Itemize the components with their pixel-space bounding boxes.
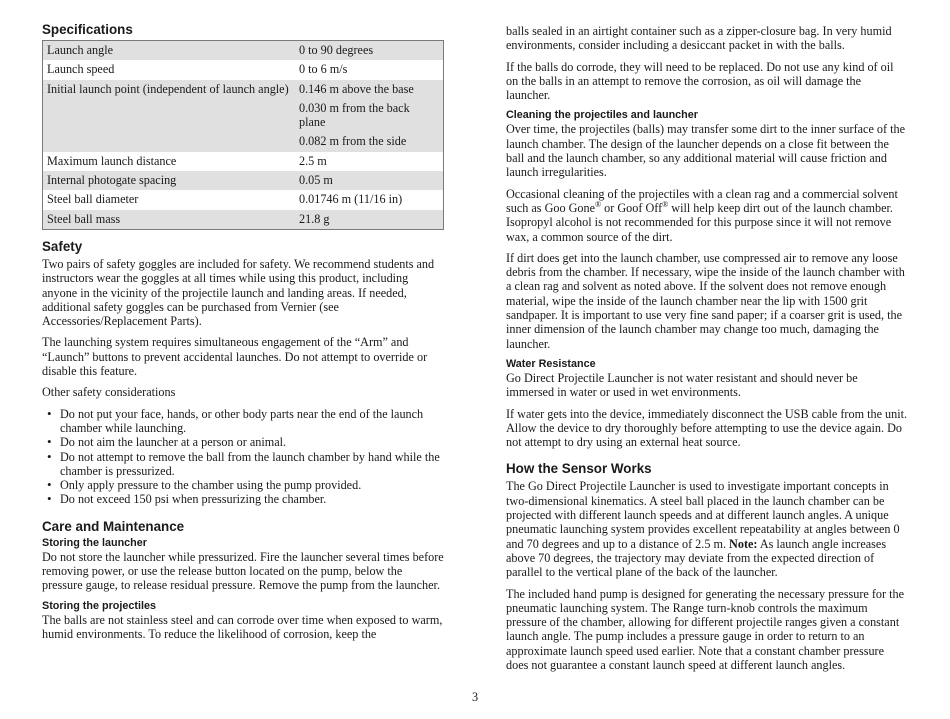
spec-label: Launch speed: [43, 60, 296, 79]
left-column: [42, 22, 444, 648]
table-row: [43, 210, 444, 230]
registered-mark: ®: [595, 199, 602, 209]
cleaning-paragraph: Over time, the projectiles (balls) may transfer some dirt to the inner surface of the launch chamber. The design of the launcher depends on a close fit between the ball and the launch chamber, so any additional material will cause friction and launch irregularities.: [506, 122, 905, 180]
spec-label: Internal photogate spacing: [43, 171, 296, 190]
specifications-table: [42, 40, 444, 230]
safety-paragraph: Other safety considerations: [42, 385, 176, 400]
spec-value: 0.05 m: [295, 171, 444, 190]
safety-paragraph: Two pairs of safety goggles are included for safety. We recommend students and instructors wear the goggles at all times while using this product, including anyone in the vicinity of the projectile launch and landing areas. If needed, additional safety goggles can be purchased from Vernier (see Accessories/Replacement Parts).: [42, 256, 435, 329]
spec-value: 2.5 m: [295, 152, 444, 171]
storing-projectiles-continued: balls sealed in an airtight container such as a zipper-closure bag. In very humid environments, consider including a desiccant packet in with the balls.: [506, 24, 892, 53]
cleaning-text: Occasional cleaning of the projectiles with a clean rag and a commercial solvent such as Goo Gone: [506, 186, 898, 215]
specifications-heading: Specifications: [42, 22, 133, 37]
cleaning-heading: Cleaning the projectiles and launcher: [506, 109, 698, 122]
spec-label: Steel ball diameter: [43, 190, 296, 209]
spec-label: Launch angle: [43, 41, 296, 61]
spec-value: 0 to 90 degrees: [295, 41, 444, 61]
list-item: • Do not put your face, hands, or other body parts near the end of the launch chamber while launching.: [42, 407, 444, 436]
safety-heading: Safety: [42, 238, 83, 254]
spec-value-group: [295, 80, 444, 152]
table-row: [43, 190, 444, 209]
right-column: [506, 24, 908, 679]
how-paragraph: The included hand pump is designed for generating the necessary pressure for the pneumatic launching system. The Range turn-knob controls the maximum pressure of the chamber, allowing for different projectile ranges given a constant launch angle. The pump includes a pressure gauge in order to return to an approximate launch speed used earlier. Note that a constant chamber pressure does not guarantee a constant launch speed at different launch angles.: [506, 586, 904, 672]
list-item: • Do not attempt to remove the ball from the launch chamber by hand while the chamber is pressurized.: [42, 450, 444, 479]
care-heading: Care and Maintenance: [42, 518, 185, 534]
page-number: 3: [471, 690, 479, 704]
water-paragraph: Go Direct Projectile Launcher is not water resistant and should never be immersed in water or used in wet environments.: [506, 370, 858, 400]
storing-projectiles-heading: Storing the projectiles: [42, 599, 156, 612]
safety-list: [42, 407, 444, 507]
how-text: The Go Direct Projectile Launcher is used to investigate important concepts in two-dimensional kinematics. A steel ball placed in the launch chamber can be projected with different launch speeds and at different launch angles. A unique pneumatic launching system provides excellent repeatability at angles between 0 and 70 degrees and up to a distance of 2.5 m.: [506, 479, 900, 551]
table-row: [43, 60, 444, 79]
how-paragraph: [506, 479, 908, 579]
list-item: • Do not aim the launcher at a person or animal.: [42, 435, 444, 449]
note-label: Note:: [729, 536, 758, 551]
spec-label: Steel ball mass: [43, 210, 296, 230]
table-row: [43, 171, 444, 190]
water-paragraph: If water gets into the device, immediately disconnect the USB cable from the unit. Allow the device to dry thoroughly before attempting to use the device again. Do not attempt to dry using an external heat source.: [506, 406, 908, 450]
cleaning-text: or Goof Off: [601, 200, 663, 215]
table-row: [43, 152, 444, 171]
spec-value: 0.030 m from the back plane: [299, 100, 410, 130]
how-sensor-works-heading: How the Sensor Works: [506, 461, 652, 477]
table-row: [43, 41, 444, 61]
cleaning-paragraph: If dirt does get into the launch chamber, use compressed air to remove any loose debris from the chamber. If necessary, wipe the inside of the launch chamber with a clean rag and solvent as noted above. If the solvent does not remove enough material, wipe the inside of the launch chamber near the lip with 1500 grit sandpaper. It is important to use very fine sand paper; if a coarser grit is used, the inner dimension of the launch chamber may change too much, damaging the launcher.: [506, 250, 905, 351]
spec-label: Initial launch point (independent of launch angle): [43, 80, 296, 152]
how-text: As launch angle increases above 70 degrees, the trajectory may deviate from the expected direction of parallel to the vertical plane of the back of the launcher.: [506, 536, 887, 580]
water-resistance-heading: Water Resistance: [506, 357, 596, 370]
storing-projectiles-paragraph: If the balls do corrode, they will need to be replaced. Do not use any kind of oil on the balls in an attempt to remove the corrosion, as oil will damage the launcher.: [506, 59, 894, 103]
cleaning-text: will help keep dirt out of the launch chamber. Isopropyl alcohol is not recommended for this purpose since it will not remove wax, a common source of the dirt.: [506, 200, 893, 244]
cleaning-paragraph: [506, 187, 908, 244]
spec-value: 0.082 m from the side: [299, 134, 407, 149]
storing-launcher-text: Do not store the launcher while pressurized. Fire the launcher several times before removing power, or use the release button located on the pump, below the pressure gauge, to release residual pressure. Remove the pump from the launcher.: [42, 549, 444, 593]
spec-value: 21.8 g: [295, 210, 444, 230]
spec-value: 0 to 6 m/s: [295, 60, 444, 79]
safety-paragraph: The launching system requires simultaneous engagement of the “Arm” and “Launch” buttons to prevent accidental launches. Do not attempt to override or disable this feature.: [42, 335, 428, 379]
storing-launcher-heading: Storing the launcher: [42, 536, 147, 549]
list-item: • Only apply pressure to the chamber using the pump provided.: [42, 478, 444, 492]
table-row: [43, 80, 444, 152]
spec-label: Maximum launch distance: [43, 152, 296, 171]
registered-mark: ®: [662, 199, 669, 209]
spec-value: 0.146 m above the base: [299, 81, 414, 96]
storing-projectiles-text: The balls are not stainless steel and can corrode over time when exposed to warm, humid environments. To reduce the likelihood of corrosion, keep the: [42, 612, 443, 641]
list-item: • Do not exceed 150 psi when pressurizing the chamber.: [42, 492, 444, 506]
spec-value: 0.01746 m (11/16 in): [295, 190, 444, 209]
